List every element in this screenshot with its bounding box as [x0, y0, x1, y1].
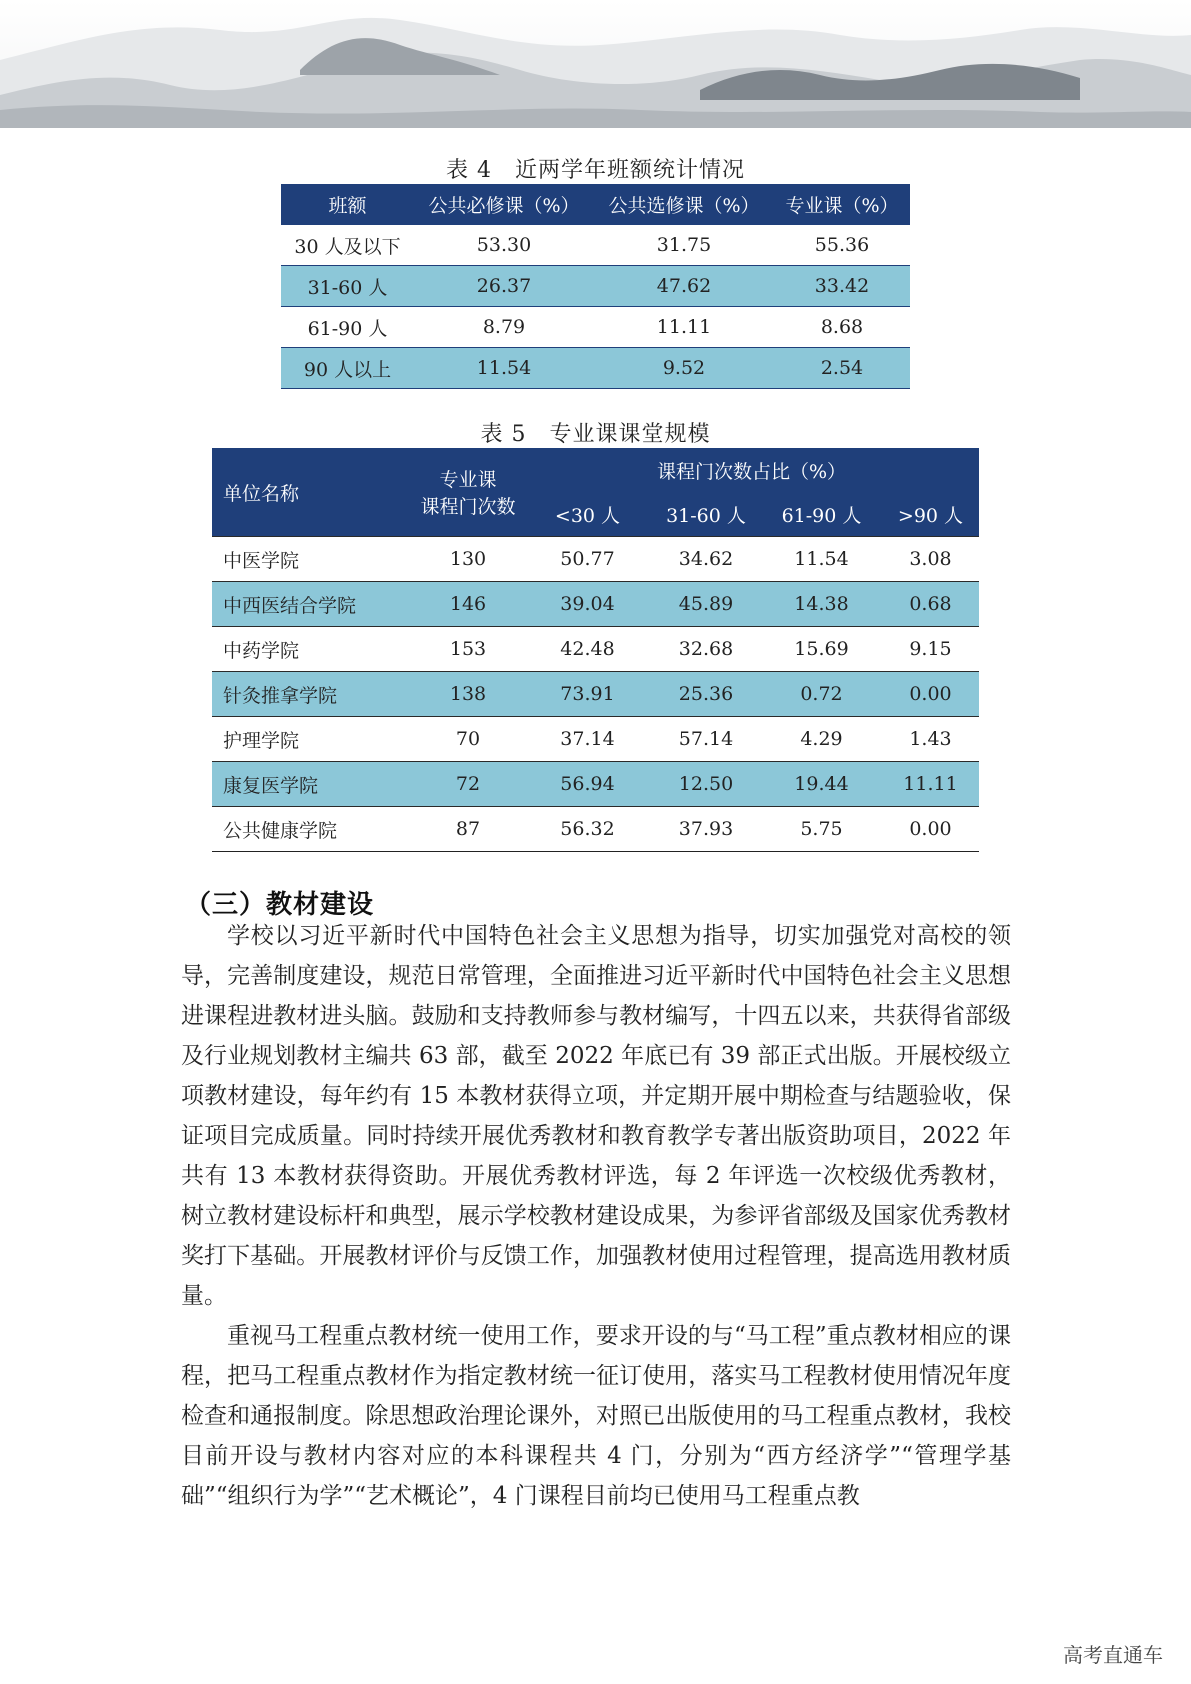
table-row	[281, 307, 910, 348]
course-scale-table	[212, 448, 979, 852]
table-cell: 11.54	[761, 537, 882, 582]
table-cell: 25.36	[651, 672, 761, 717]
table-cell: 53.30	[414, 225, 594, 266]
table-cell: 8.79	[414, 307, 594, 348]
table-row	[212, 762, 979, 807]
header-cell: 公共选修课（%）	[594, 184, 774, 225]
table-cell: 11.11	[594, 307, 774, 348]
table-cell: 9.52	[594, 348, 774, 389]
table-cell: 56.32	[524, 807, 651, 852]
table-cell: 0.00	[882, 807, 979, 852]
table-cell: 72	[412, 762, 524, 807]
row-label: 61-90 人	[281, 307, 414, 348]
table-cell: 37.93	[651, 807, 761, 852]
unit-name: 护理学院	[212, 717, 412, 762]
table-cell: 153	[412, 627, 524, 672]
table-row	[212, 627, 979, 672]
table-cell: 130	[412, 537, 524, 582]
table-cell: 5.75	[761, 807, 882, 852]
watermark-text: 高考直通车	[1063, 1643, 1163, 1667]
header-cell: 公共必修课（%）	[414, 184, 594, 225]
table-row	[212, 537, 979, 582]
table-cell: 37.14	[524, 717, 651, 762]
table-cell: 26.37	[414, 266, 594, 307]
table-header-row	[281, 184, 910, 225]
header-cell: 班额	[281, 184, 414, 225]
table-cell: 57.14	[651, 717, 761, 762]
table-cell: 3.08	[882, 537, 979, 582]
section-heading: （三）教材建设	[185, 890, 375, 920]
table-cell: 47.62	[594, 266, 774, 307]
row-label: 90 人以上	[281, 348, 414, 389]
table-cell: 8.68	[774, 307, 910, 348]
table-cell: 31.75	[594, 225, 774, 266]
table-row	[281, 225, 910, 266]
header-cell: 专业课（%）	[774, 184, 910, 225]
table-cell: 9.15	[882, 627, 979, 672]
landscape-banner	[0, 0, 1191, 128]
table-cell: 11.54	[414, 348, 594, 389]
table-cell: 32.68	[651, 627, 761, 672]
class-size-table	[281, 184, 910, 389]
unit-name: 康复医学院	[212, 762, 412, 807]
table-row	[212, 582, 979, 627]
table-cell: 138	[412, 672, 524, 717]
unit-name: 中药学院	[212, 627, 412, 672]
unit-name: 针灸推拿学院	[212, 672, 412, 717]
table-cell: 45.89	[651, 582, 761, 627]
table-cell: 39.04	[524, 582, 651, 627]
table-cell: 0.68	[882, 582, 979, 627]
subheader-cell: 31-60 人	[651, 492, 761, 537]
header-unit-name: 单位名称	[212, 448, 412, 537]
table-cell: 50.77	[524, 537, 651, 582]
table-header-row	[212, 448, 979, 492]
table-cell: 2.54	[774, 348, 910, 389]
header-count-line2: 课程门次数	[420, 496, 516, 518]
table-row	[212, 807, 979, 852]
table-cell: 73.91	[524, 672, 651, 717]
table-cell: 1.43	[882, 717, 979, 762]
row-label: 30 人及以下	[281, 225, 414, 266]
body-paragraph: 学校以习近平新时代中国特色社会主义思想为指导，切实加强党对高校的领导，完善制度建设，规范日常管理，全面推进习近平新时代中国特色社会主义思想进课程进教材进头脑。鼓励和支持教师参与教材编写，十四五以来，共获得省部级及行业规划教材主编共 63 部，截至 2022 年底已有 39 部正式出版。开展校级立项教材建设，每年约有 15 本教材获得立项，并定期开展中期检查与结题验收，保证项目完成质量。同时持续开展优秀教材和教育教学专著出版资助项目，2022 年共有 13 本教材获得资助。开展优秀教材评选，每 2 年评选一次校级优秀教材，树立教材建设标杆和典型，展示学校教材建设成果，为参评省部级及国家优秀教材奖打下基础。开展教材评价与反馈工作，加强教材使用过程管理，提高选用教材质量。	[181, 923, 1011, 1309]
table-row	[212, 672, 979, 717]
table-cell: 146	[412, 582, 524, 627]
header-count-line1: 专业课	[439, 469, 497, 491]
subheader-cell: >90 人	[882, 492, 979, 537]
table-cell: 34.62	[651, 537, 761, 582]
header-percentage-group: 课程门次数占比（%）	[524, 448, 979, 492]
table-cell: 0.00	[882, 672, 979, 717]
subheader-cell: <30 人	[524, 492, 651, 537]
table-cell: 87	[412, 807, 524, 852]
table-cell: 4.29	[761, 717, 882, 762]
table-cell: 42.48	[524, 627, 651, 672]
unit-name: 中西医结合学院	[212, 582, 412, 627]
table-cell: 15.69	[761, 627, 882, 672]
table5-caption: 表 5 专业课课堂规模	[480, 422, 711, 447]
table-cell: 55.36	[774, 225, 910, 266]
table-cell: 56.94	[524, 762, 651, 807]
header-course-count	[412, 448, 524, 537]
table-cell: 12.50	[651, 762, 761, 807]
row-label: 31-60 人	[281, 266, 414, 307]
unit-name: 公共健康学院	[212, 807, 412, 852]
table-cell: 70	[412, 717, 524, 762]
body-paragraph: 重视马工程重点教材统一使用工作，要求开设的与“马工程”重点教材相应的课程，把马工程重点教材作为指定教材统一征订使用，落实马工程教材使用情况年度检查和通报制度。除思想政治理论课外，对照已出版使用的马工程重点教材，我校目前开设与教材内容对应的本科课程共 4 门，分别为“西方经济学”“管理学基础”“组织行为学”“艺术概论”，4 门课程目前均已使用马工程重点教	[181, 1323, 1011, 1509]
table-cell: 19.44	[761, 762, 882, 807]
table-row	[281, 348, 910, 389]
subheader-cell: 61-90 人	[761, 492, 882, 537]
table4-caption: 表 4 近两学年班额统计情况	[446, 158, 745, 183]
table-cell: 0.72	[761, 672, 882, 717]
unit-name: 中医学院	[212, 537, 412, 582]
table-cell: 33.42	[774, 266, 910, 307]
table-cell: 11.11	[882, 762, 979, 807]
table-cell: 14.38	[761, 582, 882, 627]
table-row	[212, 717, 979, 762]
table-row	[281, 266, 910, 307]
